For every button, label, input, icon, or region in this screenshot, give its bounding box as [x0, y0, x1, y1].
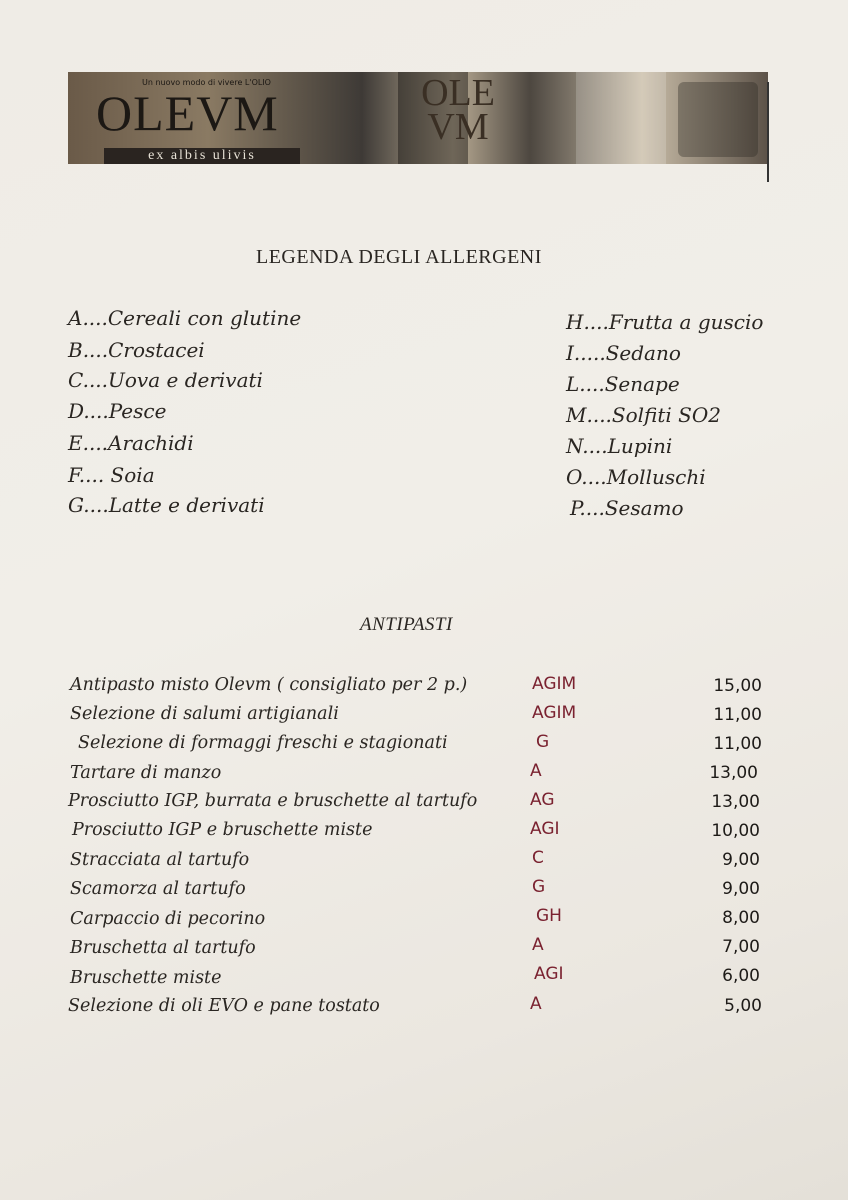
allergen-item: D....Pesce: [68, 399, 167, 423]
menu-item-name: Prosciutto IGP, burrata e bruschette al tartufo: [68, 791, 478, 811]
menu-item-allergens: A: [530, 761, 542, 781]
allergen-item: P....Sesamo: [570, 496, 684, 520]
menu-item-price: 6,00: [722, 966, 760, 986]
allergen-item: H....Frutta a guscio: [566, 310, 764, 334]
logo-subline: ex albis ulivis: [104, 148, 300, 164]
menu-item-name: Bruschetta al tartufo: [70, 938, 256, 958]
header-banner: [68, 72, 768, 164]
allergen-item: I.....Sedano: [566, 341, 681, 365]
allergen-item: N....Lupini: [566, 434, 673, 458]
menu-item-allergens: GH: [536, 906, 562, 926]
menu-item-name: Prosciutto IGP e bruschette miste: [72, 820, 373, 840]
menu-item-allergens: G: [532, 877, 546, 897]
menu-item-name: Antipasto misto Olevm ( consigliato per 2 p.): [70, 675, 468, 695]
banner-photo-light: [576, 72, 666, 164]
menu-item-price: 13,00: [711, 792, 760, 812]
menu-item-allergens: A: [532, 935, 544, 955]
allergen-item: L....Senape: [566, 372, 680, 396]
logo-secondary-line2: VM: [427, 106, 489, 148]
allergen-item: O....Molluschi: [566, 465, 706, 489]
menu-item-price: 11,00: [713, 734, 762, 754]
banner-edge: [767, 82, 769, 182]
menu-item-price: 5,00: [724, 996, 762, 1016]
menu-item-price: 11,00: [713, 705, 762, 725]
menu-item-name: Tartare di manzo: [70, 763, 222, 783]
logo-secondary-line1: OLE: [421, 72, 495, 114]
menu-item-allergens: AGIM: [532, 703, 577, 723]
menu-item-price: 9,00: [722, 850, 760, 870]
menu-item-name: Scamorza al tartufo: [70, 879, 246, 899]
menu-item-allergens: AGIM: [532, 674, 577, 694]
allergen-item: G....Latte e derivati: [68, 493, 265, 517]
menu-item-name: Selezione di formaggi freschi e stagionati: [78, 733, 448, 753]
logo-main: OLEVM: [96, 85, 279, 141]
menu-item-price: 15,00: [713, 676, 762, 696]
menu-item-name: Selezione di salumi artigianali: [70, 704, 339, 724]
allergen-item: C....Uova e derivati: [68, 368, 263, 392]
allergen-item: F.... Soia: [68, 463, 155, 487]
banner-photo-bottles: [678, 82, 758, 157]
menu-item-allergens: AG: [530, 790, 555, 810]
menu-item-name: Bruschette miste: [70, 968, 222, 988]
logo-tagline: Un nuovo modo di vivere L'OLIO: [142, 78, 271, 87]
menu-item-price: 8,00: [722, 908, 760, 928]
menu-item-allergens: A: [530, 994, 542, 1014]
menu-item-name: Carpaccio di pecorino: [70, 909, 266, 929]
menu-item-price: 7,00: [722, 937, 760, 957]
menu-item-price: 9,00: [722, 879, 760, 899]
allergen-item: M....Solfiti SO2: [566, 403, 721, 427]
allergen-item: A....Cereali con glutine: [68, 306, 302, 330]
menu-item-name: Selezione di oli EVO e pane tostato: [68, 996, 380, 1016]
section-title-antipasti: ANTIPASTI: [360, 614, 453, 635]
menu-item-allergens: C: [532, 848, 544, 868]
menu-item-allergens: G: [536, 732, 550, 752]
logo-secondary: [408, 72, 508, 148]
allergen-item: B....Crostacei: [68, 338, 205, 362]
menu-item-allergens: AGI: [530, 819, 560, 839]
menu-item-price: 10,00: [711, 821, 760, 841]
legend-title: LEGENDA DEGLI ALLERGENI: [256, 246, 542, 268]
menu-item-name: Stracciata al tartufo: [70, 850, 250, 870]
allergen-item: E....Arachidi: [68, 431, 194, 455]
menu-item-allergens: AGI: [534, 964, 564, 984]
menu-item-price: 13,00: [709, 763, 758, 783]
